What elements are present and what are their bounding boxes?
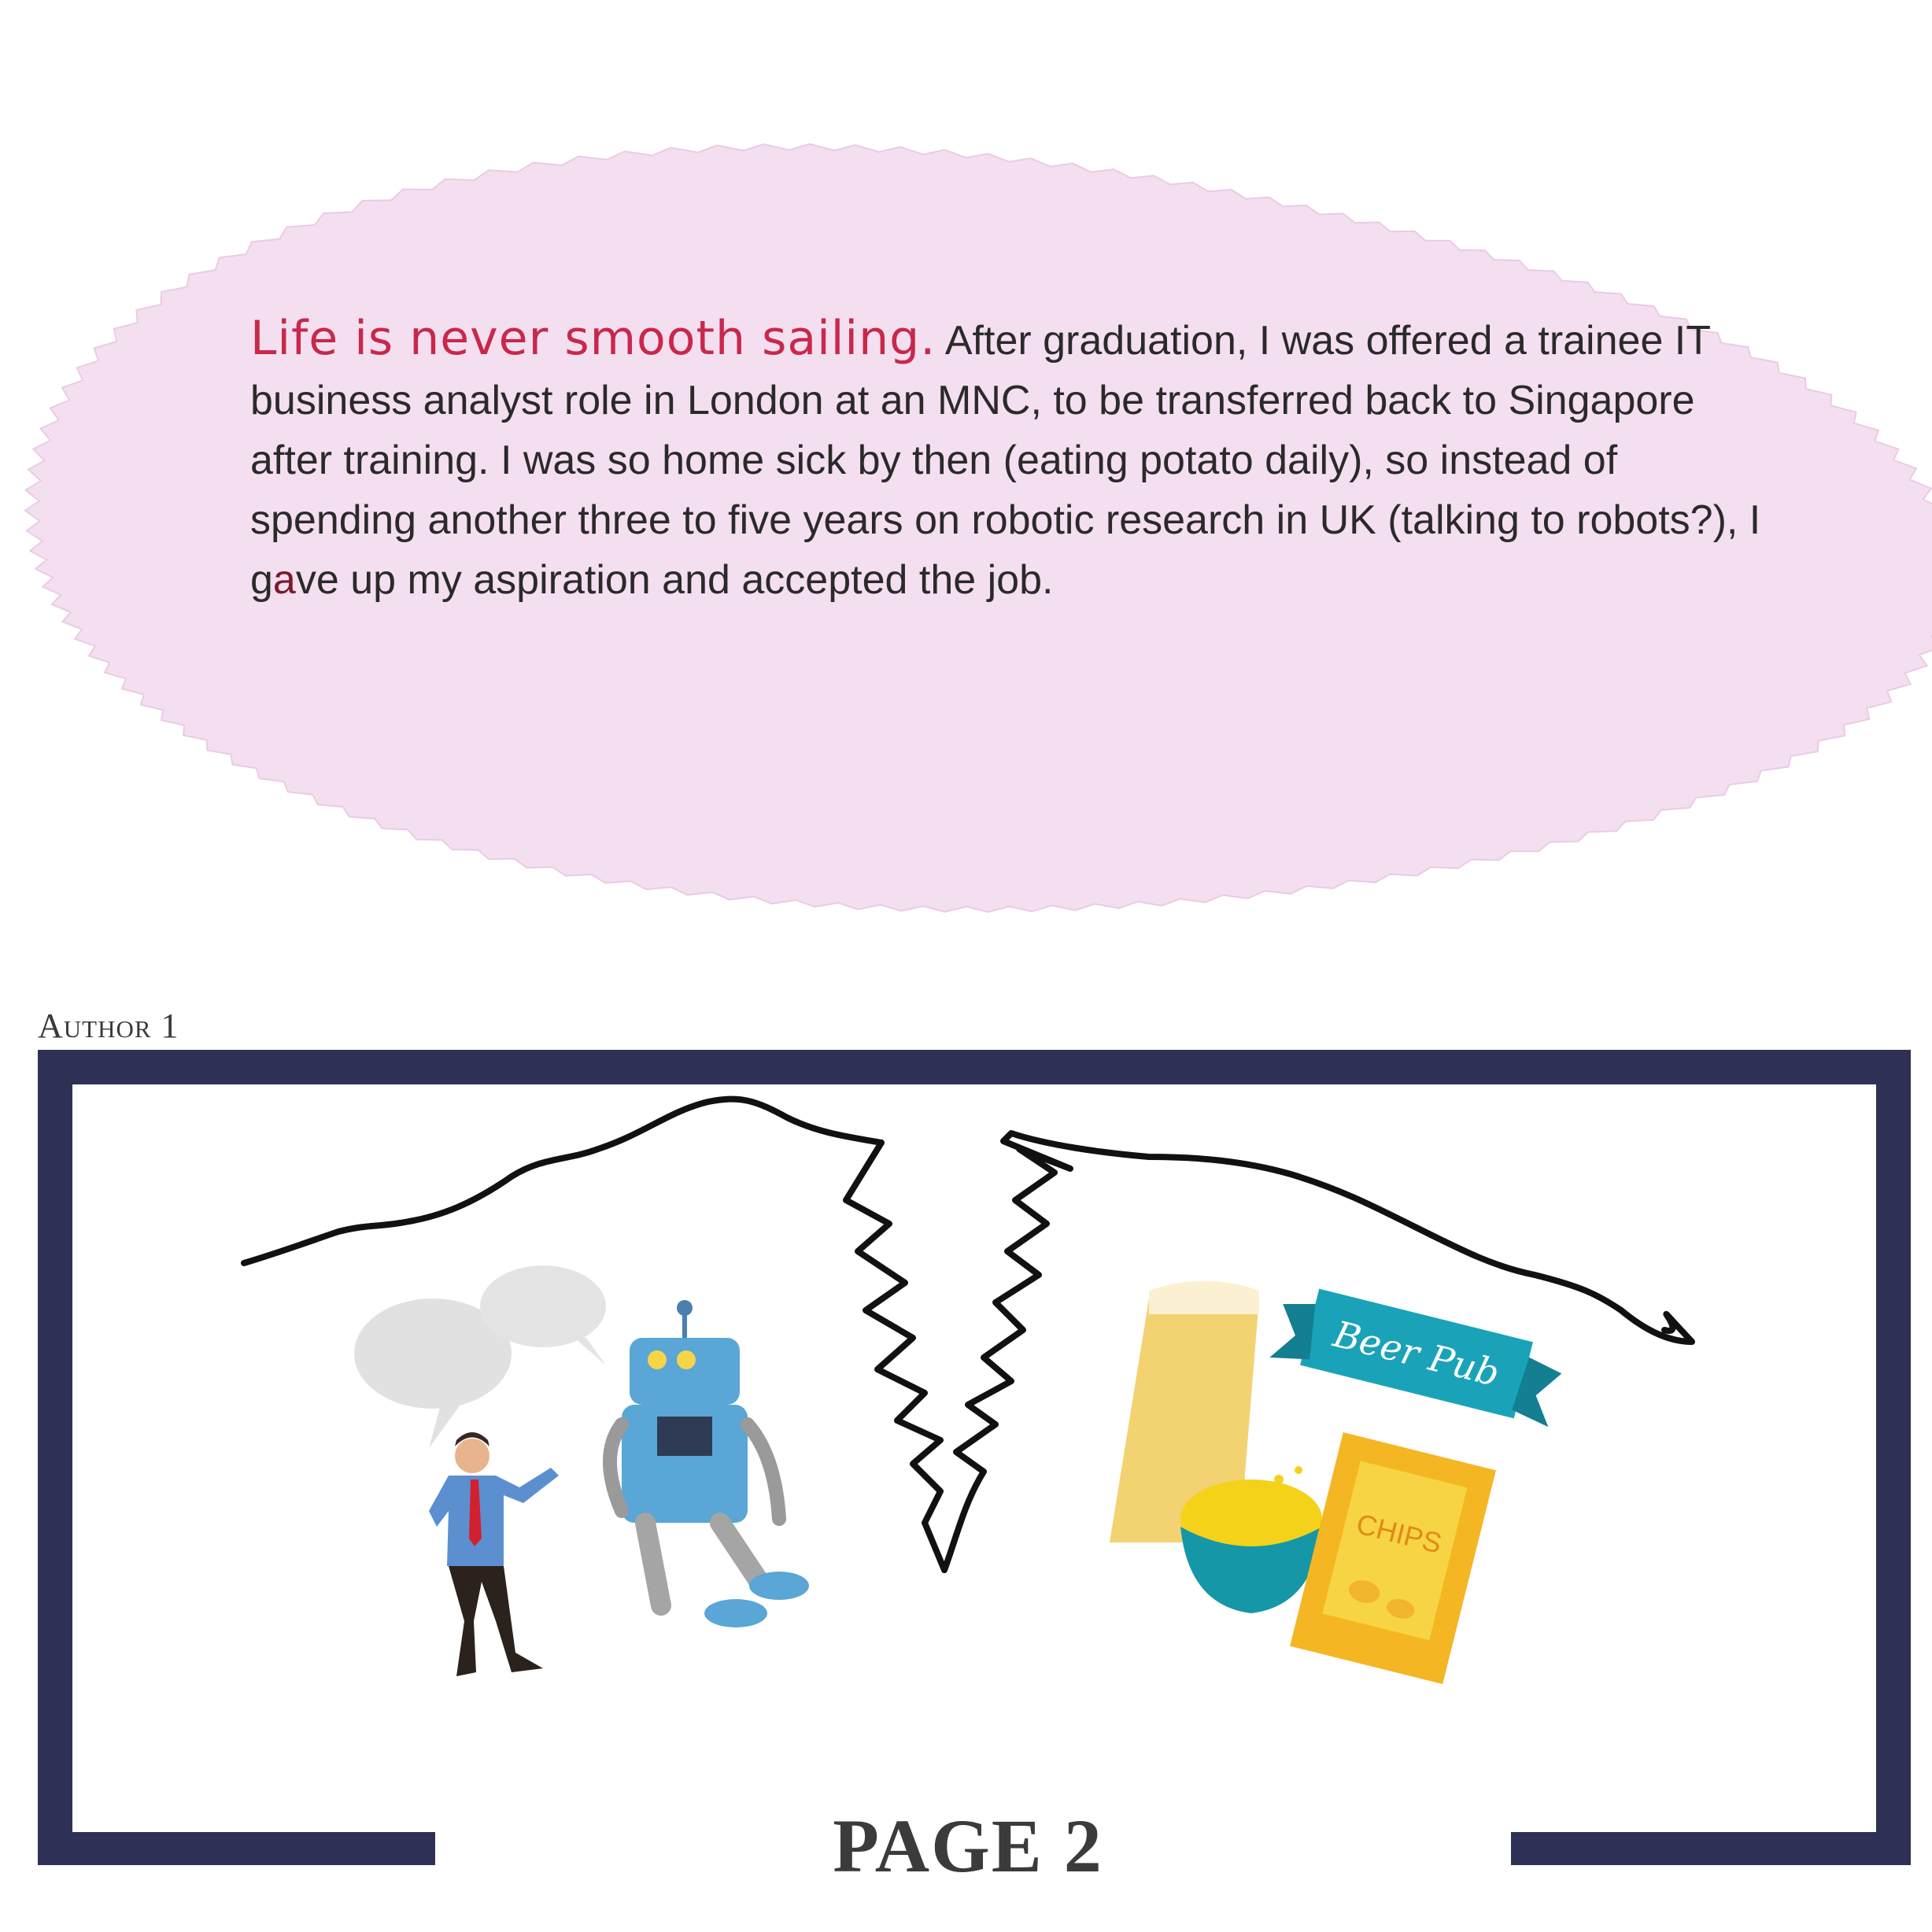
author-label: Author 1 <box>38 1007 179 1045</box>
banner-text: Beer Pub <box>1329 1312 1504 1395</box>
story-body-part1: After graduation, I was offered a trainee IT business analyst role in London at an MNC, to be transferred back to Singapore after training. I was so home sick by then (eating potato daily), so instead of spending another three to five years on robotic research in UK (talking to robots?), I g <box>250 318 1761 603</box>
navy-frame <box>38 1050 1911 1865</box>
businessman-figure <box>429 1432 559 1676</box>
robot-figure <box>610 1300 809 1627</box>
story-body-part2: ve up my aspiration and accepted the job. <box>295 557 1054 603</box>
page-number: PAGE 2 <box>833 1804 1103 1888</box>
handwritten-correction: a <box>272 557 296 603</box>
speech-bubbles <box>354 1265 606 1448</box>
beer-pub-banner <box>1269 1281 1567 1427</box>
chips-text: CHIPS <box>1353 1507 1446 1560</box>
story-lead-heading: Life is never smooth sailing. <box>250 311 936 366</box>
chips-bag-icon <box>1290 1432 1496 1684</box>
